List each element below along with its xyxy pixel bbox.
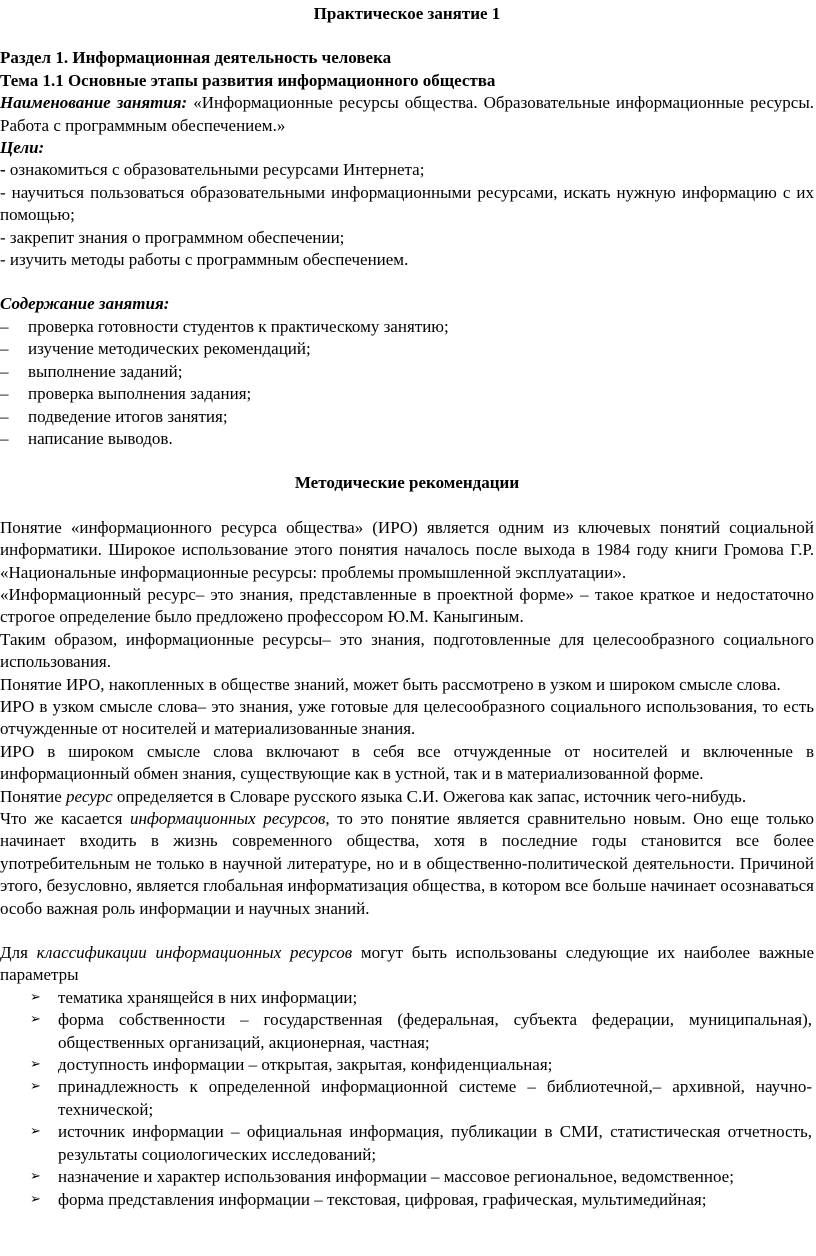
text-run: Понятие: [0, 786, 67, 806]
list-item-text: принадлежность к определенной информационной системе – библиотечной,– архивной, научно-технической;: [58, 1077, 812, 1119]
italic-term: информационных ресурсов: [129, 809, 326, 828]
list-item: – изучение методических рекомендаций;: [0, 338, 814, 360]
paragraph: Понятие «информационного ресурса общества» (ИРО) является одним из ключевых понятий социальной информатики. Широкое использование этого понятия началось после выхода в 1984 году книги Громова Г.Р. «Национальные информационные ресурсы: проблемы промышленной эксплуатации».: [0, 517, 814, 582]
spacer: [0, 271, 814, 293]
method-heading: Методические рекомендации: [294, 473, 520, 493]
list-item-text: форма собственности – государственная (федеральная, субъекта федерации, муниципальная), общественных организаций, акционерная, частная;: [58, 1010, 812, 1052]
params-list: [0, 987, 814, 1211]
list-item-text: тематика хранящейся в них информации;: [58, 987, 358, 1007]
paragraph: Понятие ИРО, накопленных в обществе знаний, может быть рассмотрено в узком и широком смысле слова.: [0, 674, 781, 694]
list-item: – проверка выполнения задания;: [0, 383, 814, 405]
arrow-bullet-icon: ➢: [30, 1057, 41, 1073]
spacer: [0, 25, 814, 47]
list-item: [0, 1121, 814, 1166]
italic-term: ресурс: [66, 786, 113, 806]
arrow-bullet-icon: ➢: [30, 1079, 41, 1095]
content-list: [0, 316, 814, 450]
goals-label: Цели:: [0, 138, 45, 158]
italic-term: классификации информационных ресурсов: [36, 943, 353, 963]
text-run: могут быть использованы следующие их наиболее важные параметры: [0, 943, 814, 985]
paragraph: Таким образом, информационные ресурсы– это знания, подготовленные для целесообразного социального использования.: [0, 629, 814, 672]
topic-heading: Тема 1.1 Основные этапы развития информационного общества: [0, 70, 496, 90]
list-item-text: доступность информации – открытая, закрытая, конфиденциальная;: [58, 1055, 553, 1075]
content-label: Содержание занятия:: [0, 294, 170, 314]
arrow-bullet-icon: ➢: [30, 1012, 41, 1028]
document-page: [0, 3, 816, 1211]
goal-item: - закрепит знания о программном обеспечении;: [0, 227, 345, 247]
paragraph: [0, 786, 814, 808]
list-item: [0, 1076, 814, 1121]
list-item-text: назначение и характер использования информации – массовое региональное, ведомственное;: [58, 1167, 734, 1187]
arrow-bullet-icon: ➢: [30, 1191, 41, 1207]
goal-item: - научиться пользоваться образовательными информационными ресурсами, искать нужную информацию с их помощью;: [0, 182, 814, 225]
list-item: – подведение итогов занятия;: [0, 406, 814, 428]
goal-item: [0, 159, 814, 181]
list-item: [0, 1189, 814, 1211]
lesson-label: Наименование занятия:: [0, 93, 188, 113]
list-item-text: форма представления информации – текстовая, цифровая, графическая, мультимедийная;: [58, 1189, 707, 1209]
list-item: [0, 987, 814, 1009]
list-item: – выполнение заданий;: [0, 361, 814, 383]
section-heading: Раздел 1. Информационная деятельность человека: [0, 48, 392, 68]
text-run: определяется в Словаре русского языка С.И. Ожегова как запас, источник чего-нибудь.: [112, 786, 747, 806]
goal-text: ознакомиться с образовательными ресурсами Интернета;: [5, 160, 425, 180]
list-item: [0, 1054, 814, 1076]
list-item: [0, 1009, 814, 1054]
goal-dash: -: [0, 160, 6, 180]
spacer: [0, 920, 814, 942]
paragraph: ИРО в широком смысле слова включают в себя все отчужденные от носителей и включенные в информационный обмен знания, существующие как в устной, так и в материализованной форме.: [0, 741, 814, 784]
spacer: [0, 495, 814, 517]
goal-item: - изучить методы работы с программным обеспечением.: [0, 250, 409, 270]
page-title: Практическое занятие 1: [313, 4, 501, 23]
lesson-name: [0, 92, 814, 137]
lesson-text: «Информационные ресурсы общества. Образовательные информационные ресурсы. Работа с программным обеспечением.»: [0, 93, 814, 135]
paragraph: «Информационный ресурс– это знания, представленные в проектной форме» – такое краткое и недостаточно строгое определение было предложено профессором Ю.М. Каныгиным.: [0, 584, 814, 627]
list-item: – написание выводов.: [0, 428, 814, 450]
list-item: – проверка готовности студентов к практическому занятию;: [0, 316, 814, 338]
arrow-bullet-icon: ➢: [30, 989, 41, 1005]
spacer: [0, 450, 814, 472]
paragraph: [0, 942, 814, 987]
paragraph: ИРО в узком смысле слова– это знания, уже готовые для целесообразного социального использования, то есть отчужденные от носителей и материализованные знания.: [0, 696, 814, 739]
list-item: [0, 1166, 814, 1188]
arrow-bullet-icon: ➢: [30, 1124, 41, 1140]
text-run: , то это понятие является сравнительно новым. Оно еще только начинает входить в жизнь современного общества, хотя в последние годы становится все более употребительным не только в научной литературе, но и в общественно-политической деятельности. Причиной этого, безусловно, является глобальная информатизация общества, в котором все больше начинает осознаваться особо важная роль информации и научных знаний.: [0, 809, 814, 918]
paragraph: [0, 808, 814, 920]
text-run: Что же касается: [0, 809, 130, 828]
list-item-text: источник информации – официальная информация, публикации в СМИ, статистическая отчетность, результаты социологических исследований;: [58, 1122, 812, 1164]
arrow-bullet-icon: ➢: [30, 1169, 41, 1185]
text-run: Для: [0, 943, 37, 963]
